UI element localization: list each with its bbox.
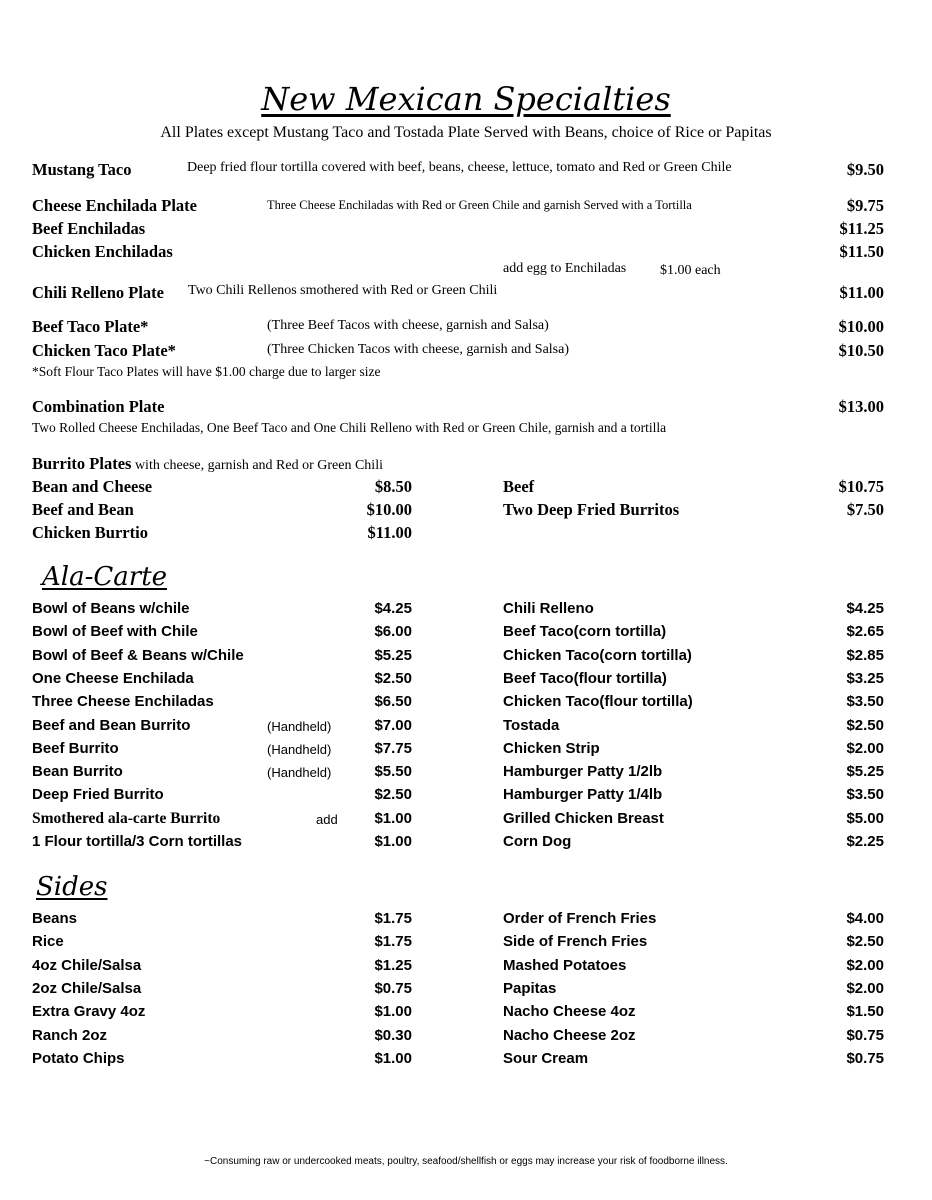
alacarte-item-price: $7.75 — [374, 739, 412, 757]
beef-taco-plate-desc: (Three Beef Tacos with cheese, garnish and Salsa) — [267, 318, 549, 333]
alacarte-item-price: $2.50 — [374, 786, 412, 804]
burrito-item-name: Chicken Burrtio — [32, 523, 148, 542]
alacarte-item-name: Deep Fried Burrito — [32, 786, 164, 804]
beef-enchiladas-price: $11.25 — [839, 219, 884, 238]
soft-flour-note: *Soft Flour Taco Plates will have $1.00 charge due to larger size — [32, 364, 381, 379]
chicken-taco-plate-name: Chicken Taco Plate* — [32, 341, 176, 360]
chili-relleno-plate-name: Chili Relleno Plate — [32, 283, 164, 302]
burrito-item-price: $8.50 — [374, 477, 412, 496]
sides-item-name: Nacho Cheese 4oz — [503, 1003, 636, 1021]
sides-item-price: $1.75 — [374, 910, 412, 927]
alacarte-item-name: 1 Flour tortilla/3 Corn tortillas — [32, 833, 243, 850]
alacarte-item-note: (Handheld) — [267, 718, 332, 734]
alacarte-item-name: Chicken Taco(flour tortilla) — [503, 693, 693, 711]
sides-item-name: Mashed Potatoes — [503, 956, 627, 974]
alacarte-item-price: $2.50 — [846, 716, 884, 734]
alacarte-item-name: Bowl of Beans w/chile — [32, 600, 190, 617]
alacarte-item-name: Hamburger Patty 1/2lb — [503, 763, 663, 781]
alacarte-item-price: $4.25 — [846, 600, 884, 617]
alacarte-item-price: $3.50 — [846, 786, 884, 804]
alacarte-item-price: $2.50 — [374, 669, 412, 687]
alacarte-item-name: One Cheese Enchilada — [32, 669, 194, 687]
sides-item-name: Sour Cream — [503, 1049, 589, 1067]
burrito-item-name: Beef — [503, 477, 535, 496]
burrito-item-name: Two Deep Fried Burritos — [503, 500, 680, 519]
alacarte-item-price: $5.00 — [846, 809, 884, 827]
food-safety-footer: ~Consuming raw or undercooked meats, poultry, seafood/shellfish or eggs may increase your risk of foodborne illness. — [204, 1156, 728, 1167]
sides-item-price: $0.75 — [374, 979, 412, 997]
sides-item-name: Extra Gravy 4oz — [32, 1003, 146, 1021]
mustang-taco-desc: Deep fried flour tortilla covered with beef, beans, cheese, lettuce, tomato and Red or Green Chile — [187, 160, 732, 175]
alacarte-item-price: $7.00 — [374, 716, 412, 734]
alacarte-item-note: (Handheld) — [267, 741, 332, 757]
alacarte-item-price: $3.25 — [846, 669, 884, 687]
alacarte-item-name: Beef Taco(corn tortilla) — [503, 623, 667, 641]
sides-item-name: Potato Chips — [32, 1049, 125, 1067]
alacarte-item-price: $4.25 — [374, 600, 412, 617]
alacarte-item-name: Bowl of Beef & Beans w/Chile — [32, 646, 244, 664]
alacarte-item-price: $6.50 — [374, 693, 412, 711]
menu-title: New Mexican Specialties — [261, 80, 671, 118]
alacarte-item-note: (Handheld) — [267, 765, 332, 781]
sides-item-name: 4oz Chile/Salsa — [32, 956, 142, 974]
alacarte-item-name: Bean Burrito — [32, 763, 123, 781]
combination-plate-name: Combination Plate — [32, 397, 165, 416]
sides-item-name: 2oz Chile/Salsa — [32, 979, 142, 997]
sides-item-price: $0.75 — [846, 1026, 884, 1044]
alacarte-item-name: Smothered ala-carte Burrito — [32, 809, 221, 827]
alacarte-item-price: $2.85 — [846, 646, 884, 664]
sides-item-price: $1.25 — [374, 956, 412, 974]
alacarte-item-note: add — [316, 811, 338, 827]
cheese-enchilada-plate-desc: Three Cheese Enchiladas with Red or Green Chile and garnish Served with a Tortilla — [267, 198, 692, 212]
alacarte-heading: Ala-Carte — [42, 562, 168, 592]
sides-item-name: Ranch 2oz — [32, 1026, 108, 1044]
burrito-plates-heading — [32, 454, 383, 474]
combination-plate-price: $13.00 — [838, 397, 884, 416]
sides-item-price: $1.00 — [374, 1049, 412, 1067]
chicken-enchiladas-price: $11.50 — [839, 242, 884, 261]
sides-item-price: $0.75 — [846, 1049, 884, 1067]
menu-subtitle: All Plates except Mustang Taco and Tostada Plate Served with Beans, choice of Rice or Papitas — [160, 124, 772, 141]
burrito-item-name: Bean and Cheese — [32, 477, 153, 496]
alacarte-item-price: $1.00 — [374, 833, 412, 850]
sides-item-price: $2.00 — [846, 956, 884, 974]
alacarte-item-name: Three Cheese Enchiladas — [32, 693, 214, 711]
sides-item-price: $1.50 — [846, 1003, 884, 1021]
chicken-taco-plate-desc: (Three Chicken Tacos with cheese, garnish and Salsa) — [267, 342, 569, 357]
alacarte-item-name: Bowl of Beef with Chile — [32, 623, 198, 641]
alacarte-item-name: Beef and Bean Burrito — [32, 716, 191, 734]
sides-item-name: Order of French Fries — [503, 910, 657, 927]
alacarte-item-price: $6.00 — [374, 623, 412, 641]
alacarte-item-price: $5.25 — [846, 763, 884, 781]
sides-item-name: Papitas — [503, 979, 557, 997]
beef-taco-plate-name: Beef Taco Plate* — [32, 317, 149, 336]
alacarte-item-price: $2.00 — [846, 739, 884, 757]
cheese-enchilada-plate-name: Cheese Enchilada Plate — [32, 196, 197, 215]
sides-heading: Sides — [36, 872, 108, 902]
alacarte-item-name: Chicken Strip — [503, 739, 600, 757]
alacarte-item-name: Corn Dog — [503, 833, 572, 850]
mustang-taco-name: Mustang Taco — [32, 160, 132, 179]
alacarte-item-name: Beef Taco(flour tortilla) — [503, 669, 667, 687]
sides-item-price: $4.00 — [846, 910, 884, 927]
alacarte-item-price: $3.50 — [846, 693, 884, 711]
burrito-item-price: $11.00 — [367, 523, 412, 542]
burrito-item-name: Beef and Bean — [32, 500, 134, 519]
alacarte-item-name: Tostada — [503, 716, 560, 734]
alacarte-item-name: Chili Relleno — [503, 600, 594, 617]
burrito-item-price: $7.50 — [846, 500, 884, 519]
alacarte-item-name: Grilled Chicken Breast — [503, 809, 664, 827]
alacarte-item-name: Chicken Taco(corn tortilla) — [503, 646, 692, 664]
alacarte-item-price: $5.50 — [374, 763, 412, 781]
combination-plate-desc: Two Rolled Cheese Enchiladas, One Beef Taco and One Chili Relleno with Red or Green Chile, garnish and a tortilla — [32, 420, 667, 435]
burrito-item-price: $10.00 — [366, 500, 412, 519]
egg-note-price: $1.00 each — [660, 263, 721, 278]
sides-item-price: $2.00 — [846, 979, 884, 997]
egg-note-text: add egg to Enchiladas — [503, 261, 627, 276]
cheese-enchilada-plate-price: $9.75 — [846, 196, 884, 215]
burrito-plates-desc: with cheese, garnish and Red or Green Chili — [131, 458, 383, 473]
sides-item-price: $0.30 — [374, 1026, 412, 1044]
chicken-enchiladas-name: Chicken Enchiladas — [32, 242, 173, 261]
beef-taco-plate-price: $10.00 — [838, 317, 884, 336]
alacarte-item-name: Beef Burrito — [32, 739, 119, 757]
alacarte-item-price: $2.65 — [846, 623, 884, 641]
sides-item-name: Side of French Fries — [503, 933, 648, 951]
sides-item-name: Rice — [32, 933, 64, 951]
alacarte-item-price: $2.25 — [846, 833, 884, 850]
alacarte-item-price: $1.00 — [374, 809, 412, 827]
alacarte-item-name: Hamburger Patty 1/4lb — [503, 786, 663, 804]
sides-item-price: $1.75 — [374, 933, 412, 951]
chicken-taco-plate-price: $10.50 — [838, 341, 884, 360]
sides-item-price: $2.50 — [846, 933, 884, 951]
burrito-item-price: $10.75 — [838, 477, 884, 496]
chili-relleno-plate-price: $11.00 — [839, 283, 884, 302]
sides-item-price: $1.00 — [374, 1003, 412, 1021]
mustang-taco-price: $9.50 — [846, 160, 884, 179]
chili-relleno-plate-desc: Two Chili Rellenos smothered with Red or Green Chili — [188, 283, 498, 298]
sides-item-name: Nacho Cheese 2oz — [503, 1026, 636, 1044]
sides-item-name: Beans — [32, 910, 78, 927]
burrito-plates-title: Burrito Plates — [32, 454, 132, 473]
alacarte-item-price: $5.25 — [374, 646, 412, 664]
beef-enchiladas-name: Beef Enchiladas — [32, 219, 146, 238]
